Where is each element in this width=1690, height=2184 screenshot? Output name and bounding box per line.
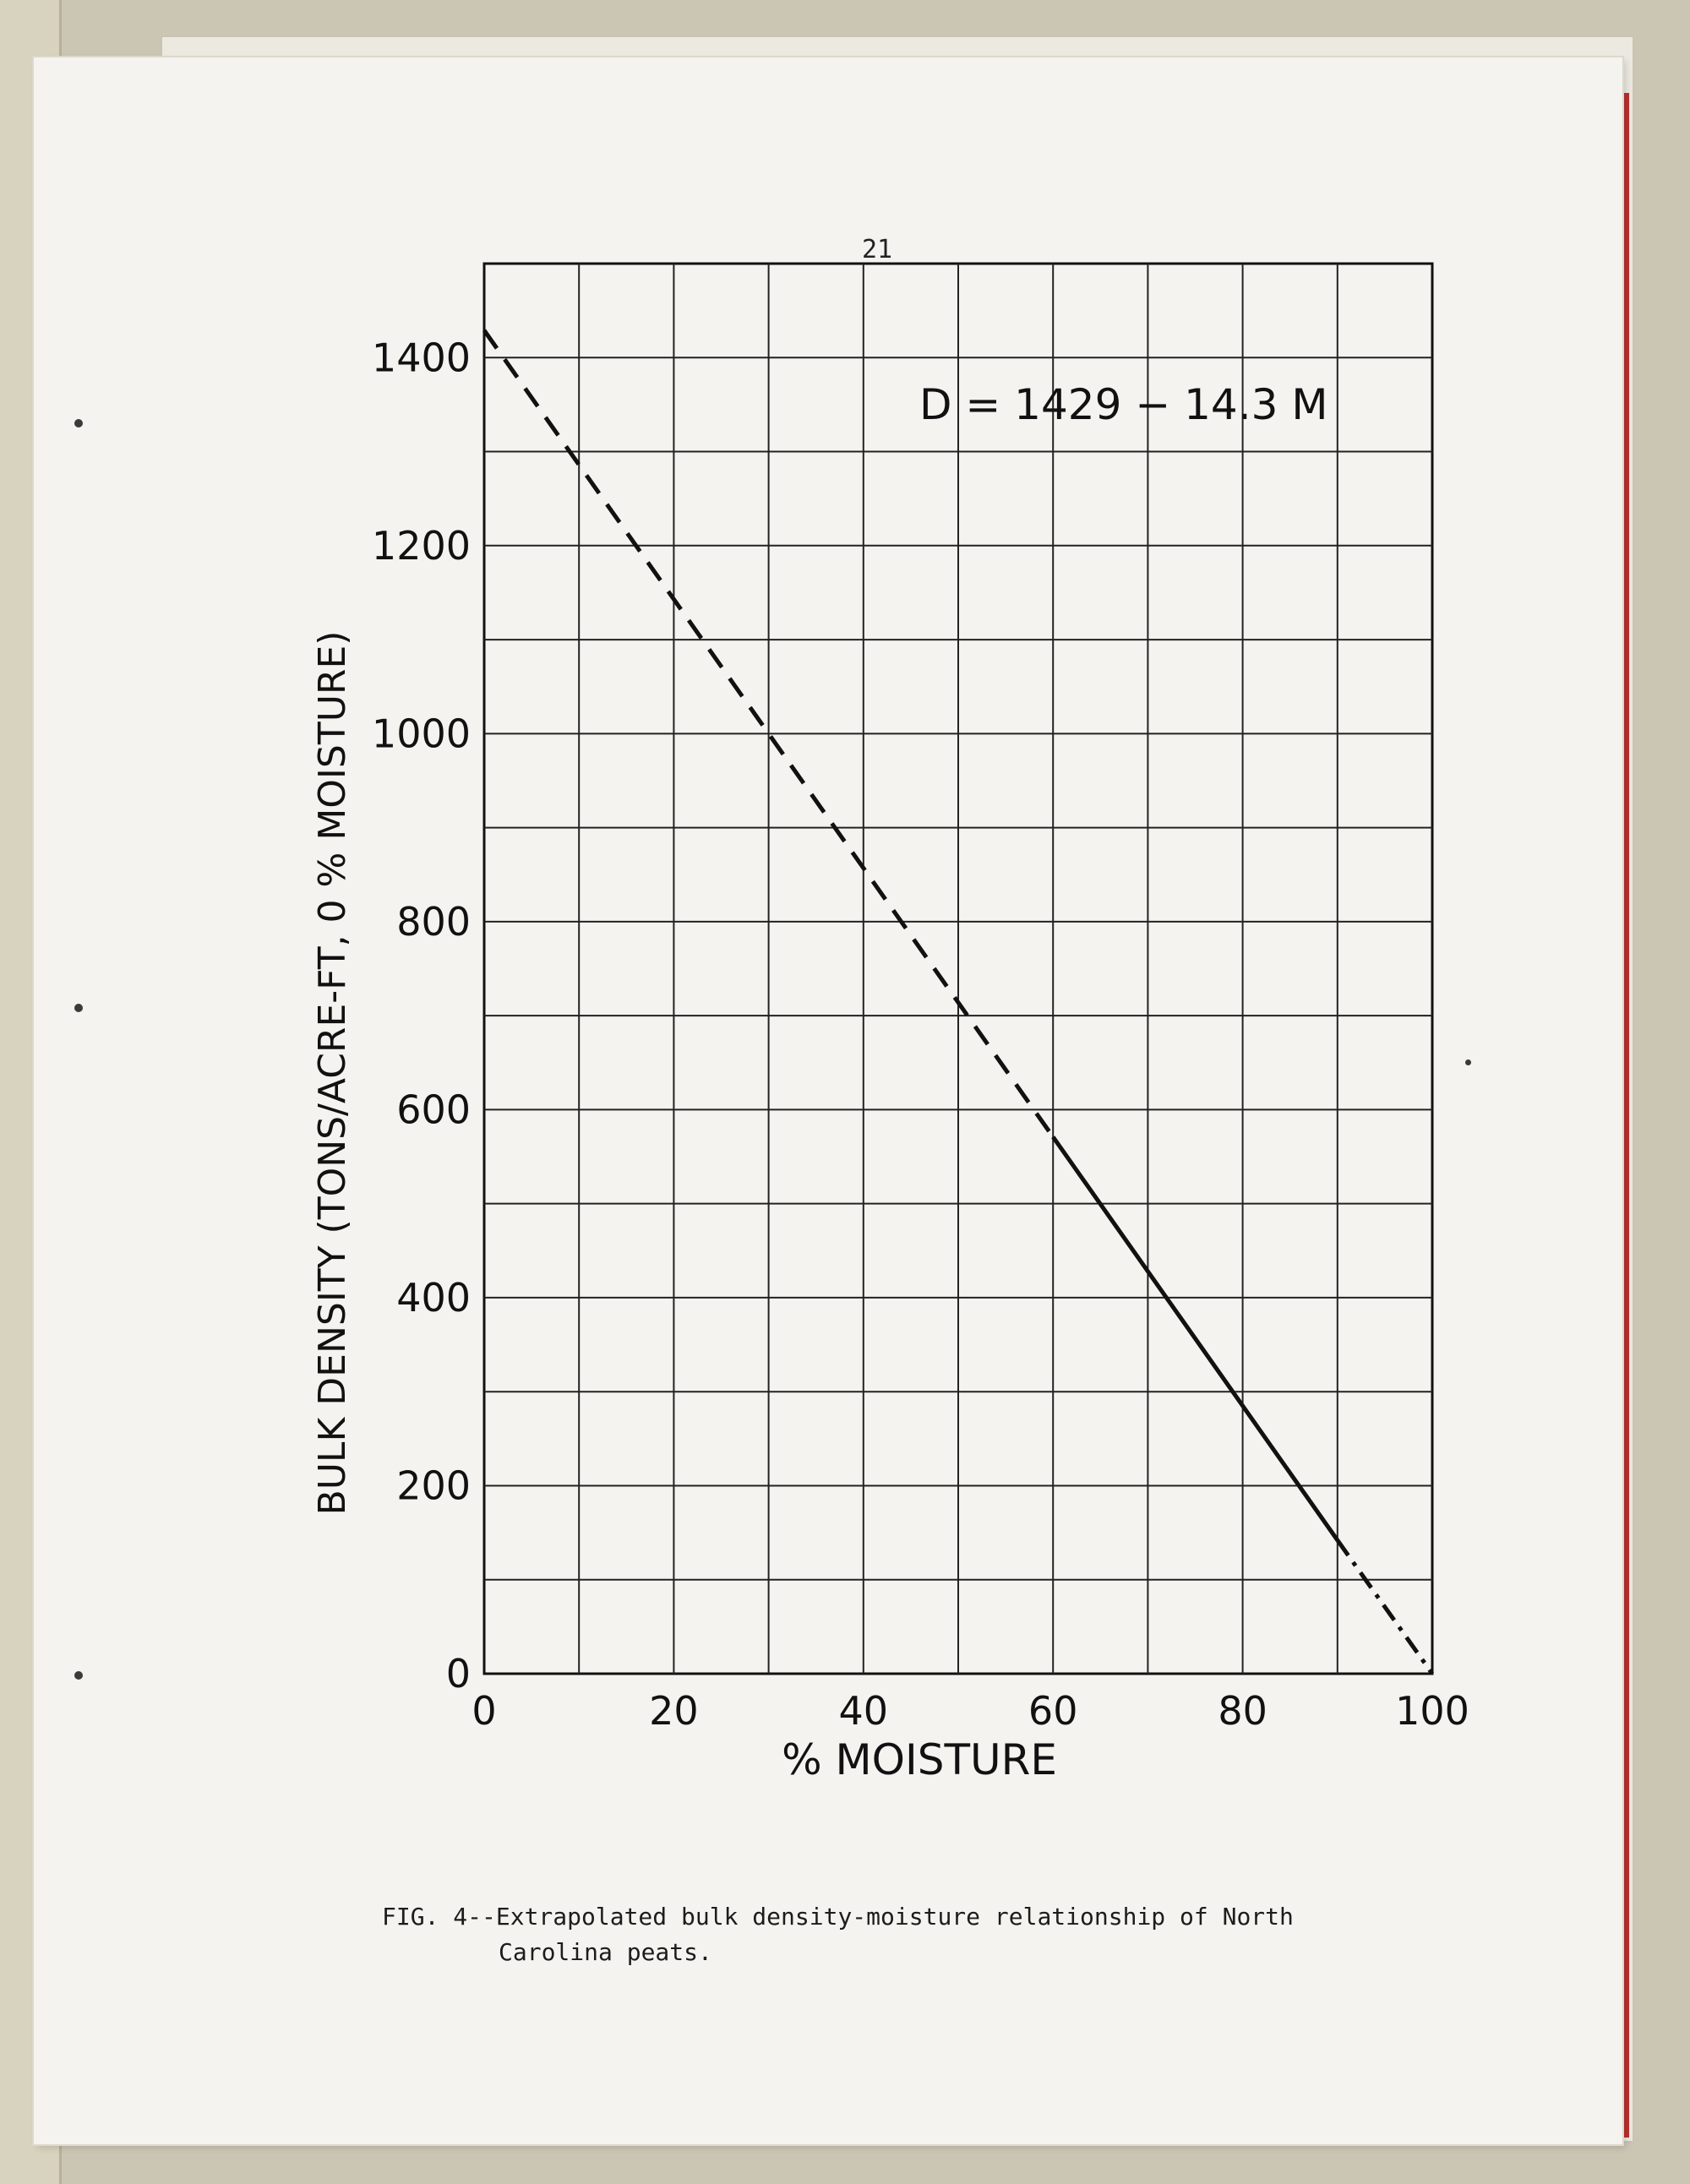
x-axis-label: % MOISTURE (782, 1735, 1057, 1784)
y-tick-label: 200 (396, 1462, 471, 1509)
x-tick-label: 20 (649, 1688, 699, 1734)
series-line-solid (1053, 1137, 1338, 1540)
page-number: 21 (861, 235, 893, 264)
x-tick-label: 80 (1218, 1688, 1268, 1734)
series-line-dash-dot (1338, 1540, 1432, 1674)
y-tick-label: 0 (445, 1651, 471, 1697)
y-axis-label: BULK DENSITY (TONS/ACRE-FT, 0 % MOISTURE) (311, 630, 354, 1516)
x-tick-label: 40 (838, 1688, 889, 1734)
chart-ticks (372, 335, 1469, 1734)
caption-line-2: Carolina peats. (499, 1938, 712, 1966)
equation-annotation: D = 1429 − 14.3 M (919, 380, 1328, 429)
bulk-density-chart (34, 57, 1622, 2144)
x-tick-label: 100 (1395, 1688, 1469, 1734)
y-tick-label: 1400 (371, 335, 471, 381)
figure-caption (382, 1899, 1480, 1970)
caption-line-1: FIG. 4--Extrapolated bulk density-moisture relationship of North (382, 1903, 1294, 1931)
y-tick-label: 400 (396, 1274, 471, 1321)
y-tick-label: 800 (396, 898, 471, 945)
y-tick-label: 1200 (371, 522, 471, 569)
y-tick-label: 1000 (371, 711, 471, 757)
document-page (34, 57, 1622, 2144)
x-tick-label: 60 (1028, 1688, 1078, 1734)
x-tick-label: 0 (472, 1688, 497, 1734)
y-tick-label: 600 (396, 1087, 471, 1133)
chart-grid (484, 264, 1432, 1674)
